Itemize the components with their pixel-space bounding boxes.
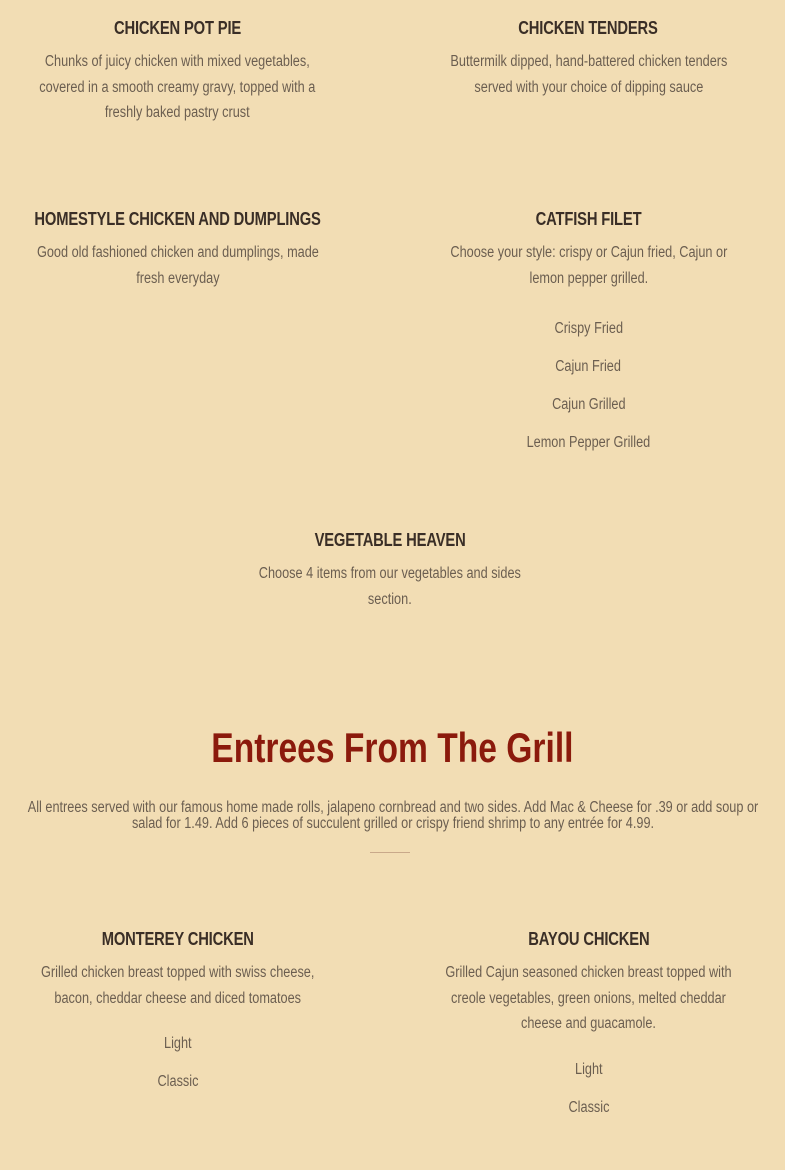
menu-item-chicken-tenders [395, 18, 782, 100]
section-note [20, 800, 765, 832]
option-item[interactable] [0, 1069, 355, 1107]
menu-item-description [395, 960, 782, 1037]
option-label: Light [163, 1035, 192, 1052]
option-label: Cajun Grilled [551, 396, 626, 413]
menu-item-title: MONTEREY CHICKEN [101, 929, 254, 949]
option-label: Light [574, 1060, 603, 1078]
option-item[interactable] [395, 1095, 782, 1133]
menu-item-chicken-and-dumplings [0, 209, 355, 291]
section-note-text: All entrees served with our famous home made rolls, jalapeno cornbread and two sides. Add Mac & Cheese for .39 or add soup or salad for 1.49. Add 6 pieces of succulent grilled or crispy friend shrimp to any entrée for 4.99. [27, 799, 759, 832]
menu-item-title: BAYOU CHICKEN [527, 929, 650, 949]
menu-item-chicken-pot-pie [0, 18, 355, 126]
menu-item-description [395, 240, 782, 291]
section-title-text: Entrees From The Grill [211, 724, 574, 771]
option-label: Classic [157, 1073, 198, 1090]
menu-item-description [0, 960, 355, 1011]
option-item[interactable] [395, 430, 782, 468]
section-divider [370, 852, 410, 853]
menu-item-vegetable-heaven [200, 530, 580, 612]
menu-item-title: CHICKEN POT PIE [113, 18, 242, 38]
menu-item-description-text: Grilled chicken breast topped with swiss cheese, bacon, cheddar cheese and diced tomatoes [40, 964, 315, 1007]
menu-item-description [0, 49, 355, 126]
option-item[interactable] [395, 1057, 782, 1095]
menu-item-catfish-filet [395, 209, 782, 468]
menu-item-description-text: Choose 4 items from our vegetables and sides section. [258, 565, 522, 608]
option-list [0, 1031, 355, 1107]
menu-item-monterey-chicken [0, 929, 355, 1107]
option-label: Classic [568, 1098, 609, 1116]
menu-item-title: CATFISH FILET [535, 209, 642, 229]
section-title [0, 722, 785, 774]
option-label: Lemon Pepper Grilled [526, 434, 651, 451]
menu-item-description-text: Choose your style: crispy or Cajun fried, Cajun or lemon pepper grilled. [450, 244, 727, 287]
menu-item-description-text: Grilled Cajun seasoned chicken breast topped with creole vegetables, green onions, melted cheddar cheese and guacamole. [445, 964, 732, 1032]
menu-item-description-text: Good old fashioned chicken and dumplings, made fresh everyday [36, 244, 319, 287]
option-label: Crispy Fried [554, 320, 623, 337]
menu-item-description [395, 49, 782, 100]
option-item[interactable] [395, 316, 782, 354]
menu-item-description [200, 561, 580, 612]
menu-item-description-text: Chunks of juicy chicken with mixed vegetables, covered in a smooth creamy gravy, topped with a freshly baked pastry crust [39, 53, 316, 121]
option-item[interactable] [0, 1031, 355, 1069]
menu-item-title: CHICKEN TENDERS [518, 18, 659, 38]
option-list [395, 1057, 782, 1133]
menu-item-title: HOMESTYLE CHICKEN AND DUMPLINGS [34, 209, 321, 229]
option-list [395, 316, 782, 468]
menu-item-bayou-chicken [395, 929, 782, 1133]
menu-item-title: VEGETABLE HEAVEN [314, 530, 466, 550]
option-item[interactable] [395, 354, 782, 392]
menu-item-description [0, 240, 355, 291]
menu-item-description-text: Buttermilk dipped, hand-battered chicken tenders served with your choice of dipping sauce [450, 53, 727, 96]
option-item[interactable] [395, 392, 782, 430]
option-label: Cajun Fried [555, 358, 622, 375]
